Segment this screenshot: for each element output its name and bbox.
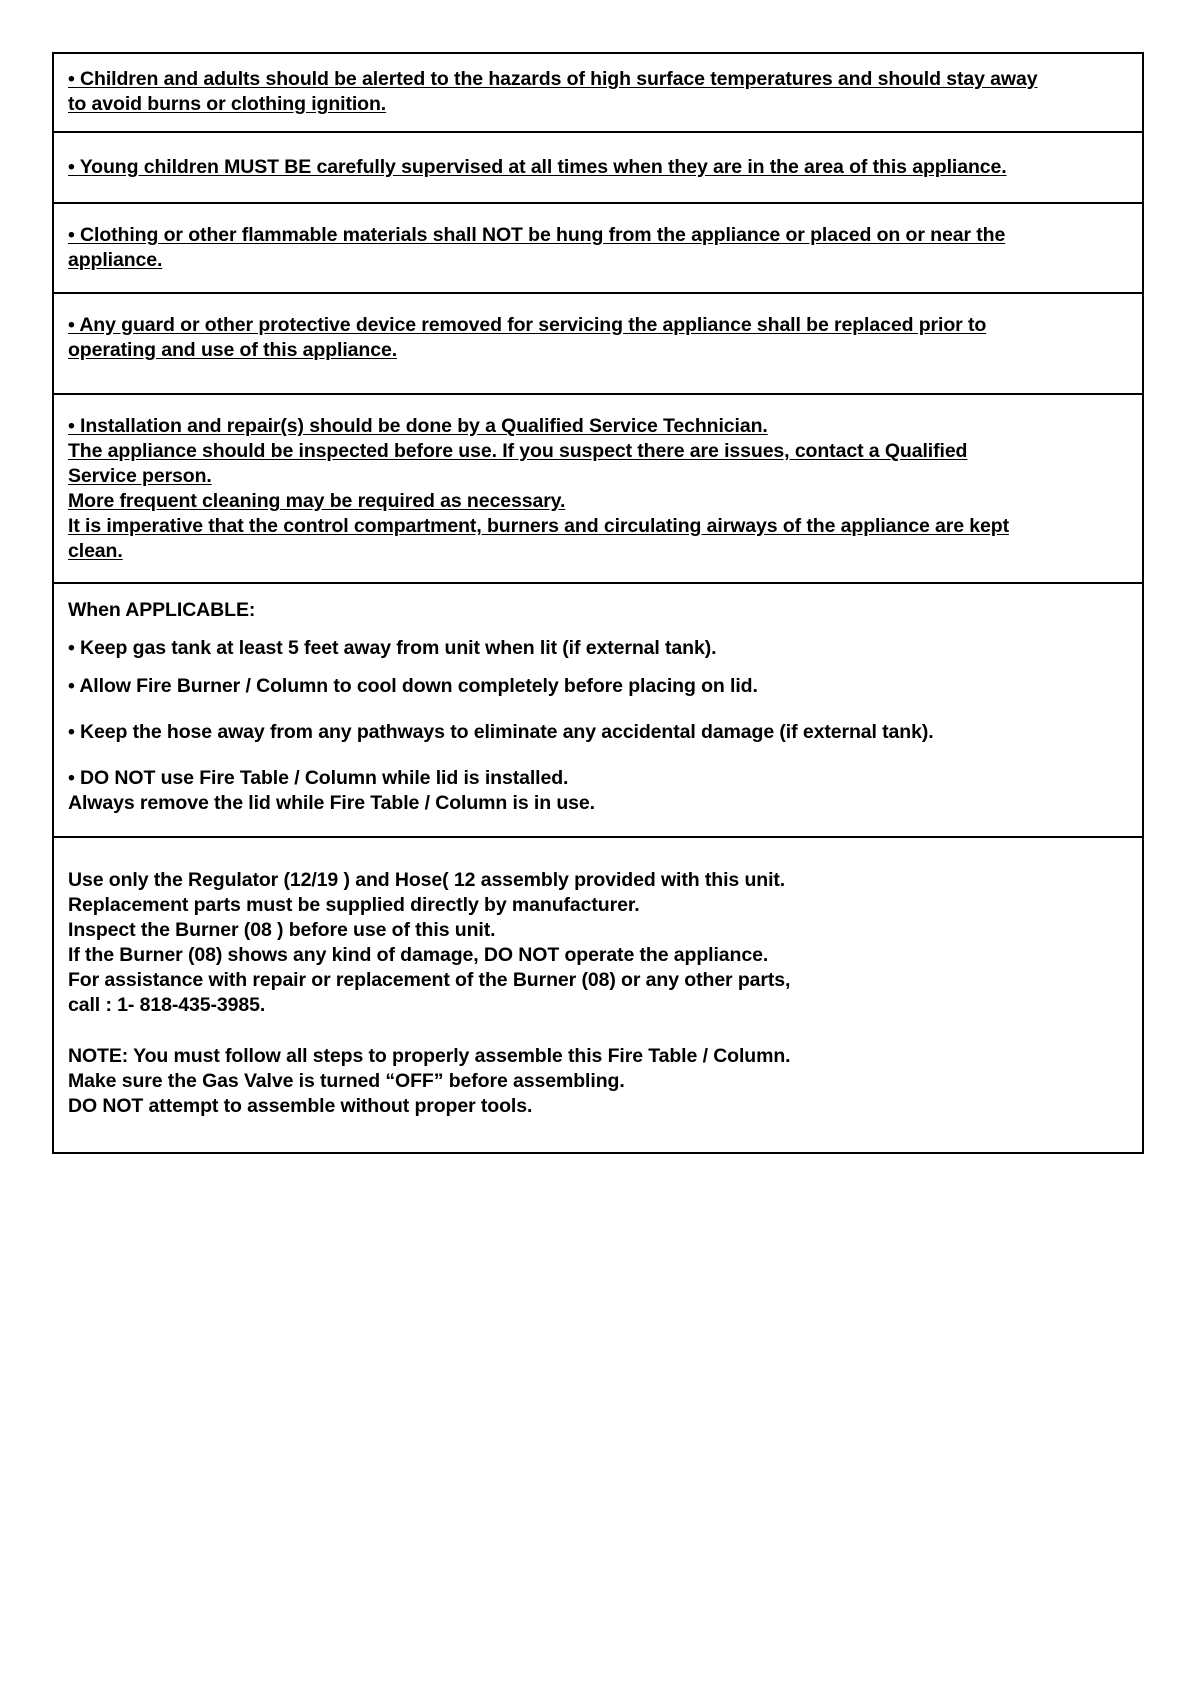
warning-row-when-applicable: [54, 584, 1142, 838]
warning-line: appliance.: [68, 249, 163, 271]
warning-line: More frequent cleaning may be required as necessary.: [68, 490, 566, 512]
warning-row-installation-and-repair: [54, 395, 1142, 584]
warning-line: If the Burner (08) shows any kind of damage, DO NOT operate the appliance.: [68, 944, 769, 966]
warning-line: • Allow Fire Burner / Column to cool down completely before placing on lid.: [68, 675, 758, 697]
warning-row-young-children-supervised: [54, 133, 1142, 204]
warning-line: • Young children MUST BE carefully supervised at all times when they are in the area of this appliance.: [68, 156, 1007, 178]
warning-row-children-adults-hazard: [54, 54, 1142, 133]
section-heading: When APPLICABLE:: [68, 599, 256, 621]
warning-line: Make sure the Gas Valve is turned “OFF” before assembling.: [68, 1070, 625, 1092]
spacer: [68, 623, 1128, 636]
spacer: [68, 1018, 1128, 1044]
warning-line: NOTE: You must follow all steps to properly assemble this Fire Table / Column.: [68, 1045, 791, 1067]
warning-line: The appliance should be inspected before use. If you suspect there are issues, contact a Qualified: [68, 440, 968, 462]
warning-line: • Installation and repair(s) should be done by a Qualified Service Technician.: [68, 415, 768, 437]
warning-row-clothing-flammable-materials: [54, 204, 1142, 294]
warning-line: clean.: [68, 540, 123, 562]
spacer: [68, 745, 1128, 766]
warning-line: Inspect the Burner (08 ) before use of this unit.: [68, 919, 496, 941]
warning-line: • Children and adults should be alerted to the hazards of high surface temperatures and should stay away: [68, 68, 1038, 90]
spacer: [68, 661, 1128, 674]
spacer: [68, 699, 1128, 720]
warning-line: • Any guard or other protective device removed for servicing the appliance shall be replaced prior to: [68, 314, 987, 336]
warning-line: DO NOT attempt to assemble without proper tools.: [68, 1095, 533, 1117]
warning-line: Replacement parts must be supplied directly by manufacturer.: [68, 894, 640, 916]
warning-line: Service person.: [68, 465, 212, 487]
warning-line: Always remove the lid while Fire Table / Column is in use.: [68, 792, 595, 814]
warning-line: operating and use of this appliance.: [68, 339, 398, 361]
warning-row-guard-protective-device: [54, 294, 1142, 395]
warning-line: It is imperative that the control compartment, burners and circulating airways of the appliance are kept: [68, 515, 1010, 537]
warning-line: Use only the Regulator (12/19 ) and Hose( 12 assembly provided with this unit.: [68, 869, 786, 891]
warning-line: • Clothing or other flammable materials shall NOT be hung from the appliance or placed on or near the: [68, 224, 1006, 246]
warning-line: • Keep the hose away from any pathways to eliminate any accidental damage (if external tank).: [68, 721, 934, 743]
warning-line: • DO NOT use Fire Table / Column while lid is installed.: [68, 767, 569, 789]
warning-row-regulator-hose-note: [54, 838, 1142, 1152]
safety-warnings-table: [52, 52, 1144, 1154]
warning-line: For assistance with repair or replacement of the Burner (08) or any other parts,: [68, 969, 791, 991]
warning-line: call : 1- 818-435-3985.: [68, 994, 266, 1016]
warning-line: • Keep gas tank at least 5 feet away from unit when lit (if external tank).: [68, 637, 717, 659]
warning-line: to avoid burns or clothing ignition.: [68, 93, 387, 115]
